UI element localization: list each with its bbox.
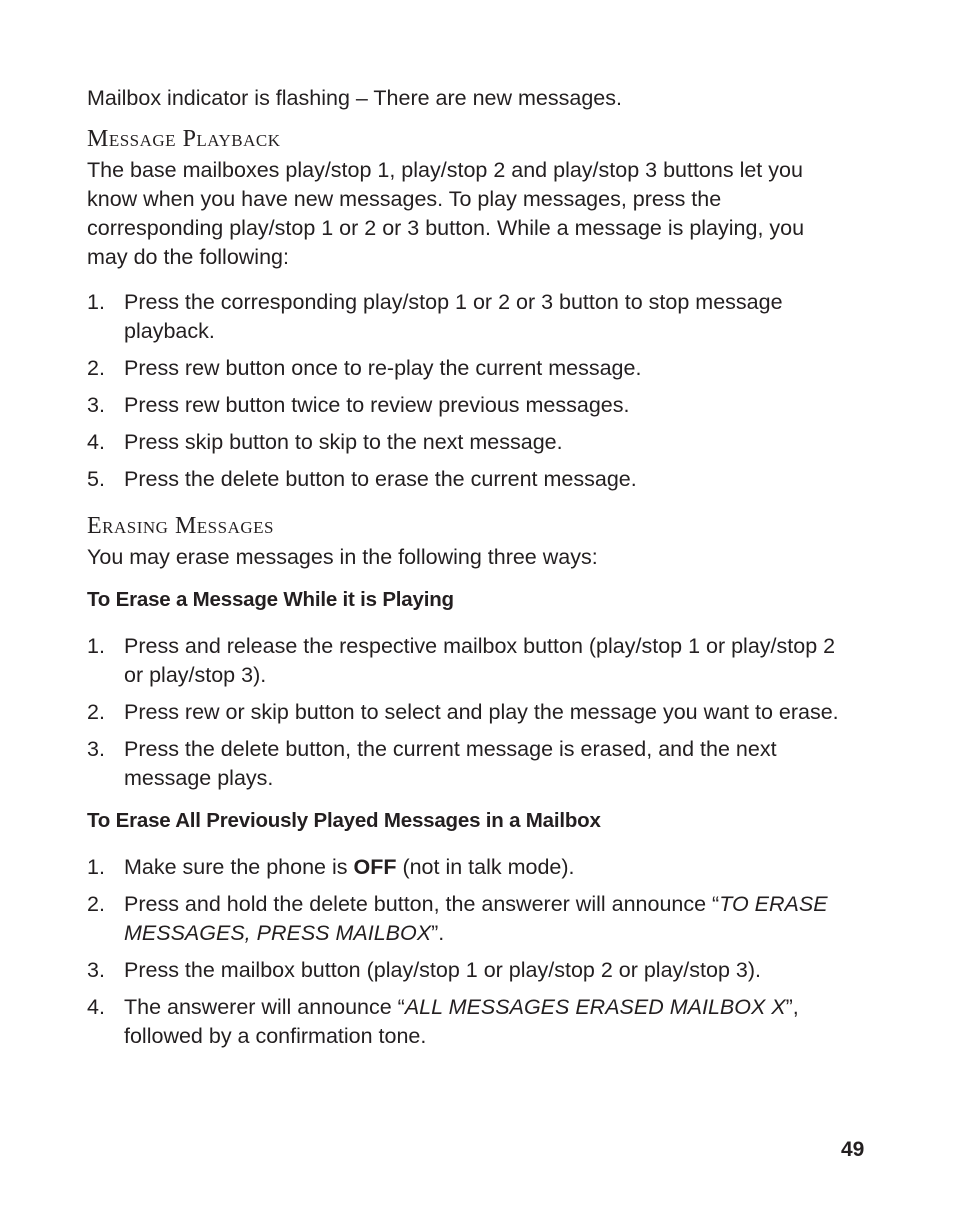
list-number: 5. [87, 467, 105, 491]
list-text-post: ”. [431, 921, 445, 945]
list-text: Press and release the respective mailbox button (play/stop 1 or play/stop 2 or play/stop 3). [124, 634, 836, 687]
page-number: 49 [841, 1138, 865, 1161]
list-item [87, 288, 847, 346]
list-text-post: (not in talk mode). [396, 855, 575, 879]
list-text: Press the mailbox button (play/stop 1 or play/stop 2 or play/stop 3). [124, 958, 761, 982]
list-number: 2. [87, 700, 105, 724]
list-number: 1. [87, 855, 105, 879]
list-item [87, 632, 847, 690]
list-item [87, 391, 847, 420]
list-item [87, 735, 847, 793]
list-number: 1. [87, 290, 105, 314]
list-number: 1. [87, 634, 105, 658]
off-keyword: OFF [353, 855, 397, 879]
list-text: Press the delete button to erase the current message. [124, 467, 637, 491]
erasing-messages-heading: Erasing Messages [87, 513, 274, 539]
list-item [87, 465, 847, 494]
list-number: 4. [87, 430, 105, 454]
message-playback-heading: Message Playback [87, 126, 281, 152]
list-item [87, 993, 847, 1051]
list-item [87, 698, 847, 727]
erase-while-playing-heading: To Erase a Message While it is Playing [87, 588, 454, 611]
list-text: Press skip button to skip to the next message. [124, 430, 563, 454]
list-item [87, 890, 847, 948]
erase-all-played-list [87, 853, 847, 1051]
list-text-pre: Press and hold the delete button, the answerer will announce “ [124, 892, 720, 916]
erasing-messages-section [87, 512, 847, 1051]
list-text: Press rew button twice to review previous messages. [124, 393, 630, 417]
list-item [87, 853, 847, 882]
list-number: 2. [87, 892, 105, 916]
list-text-pre: The answerer will announce “ [124, 995, 405, 1019]
erase-while-playing-list [87, 632, 847, 793]
list-text: Press the delete button, the current message is erased, and the next message plays. [124, 737, 777, 790]
mailbox-indicator-note: Mailbox indicator is flashing – There are new messages. [87, 86, 622, 110]
list-number: 2. [87, 356, 105, 380]
erasing-messages-paragraph: You may erase messages in the following three ways: [87, 545, 598, 569]
list-number: 3. [87, 958, 105, 982]
list-text: Press rew or skip button to select and play the message you want to erase. [124, 700, 839, 724]
list-number: 4. [87, 995, 105, 1019]
announcement-quote: TO ERASE MESSAGES, PRESS MAILBOX [124, 892, 828, 945]
manual-page [87, 84, 847, 1051]
list-item [87, 956, 847, 985]
announcement-quote: ALL MESSAGES ERASED MAILBOX X [404, 995, 786, 1019]
message-playback-section [87, 125, 847, 494]
message-playback-paragraph: The base mailboxes play/stop 1, play/stop 2 and play/stop 3 buttons let you know when you have new messages. To play messages, press the corresponding play/stop 1 or 2 or 3 button. While a message is playing, you may do the following: [87, 158, 805, 269]
list-text-pre: Make sure the phone is [124, 855, 354, 879]
list-text: Press the corresponding play/stop 1 or 2 or 3 button to stop message playback. [124, 290, 783, 343]
list-number: 3. [87, 737, 105, 761]
list-item [87, 428, 847, 457]
list-text-post: ”, followed by a confirmation tone. [124, 995, 799, 1048]
list-text: Press rew button once to re-play the current message. [124, 356, 642, 380]
erase-all-played-heading: To Erase All Previously Played Messages in a Mailbox [87, 809, 601, 832]
list-number: 3. [87, 393, 105, 417]
list-item [87, 354, 847, 383]
playback-steps-list [87, 288, 847, 494]
